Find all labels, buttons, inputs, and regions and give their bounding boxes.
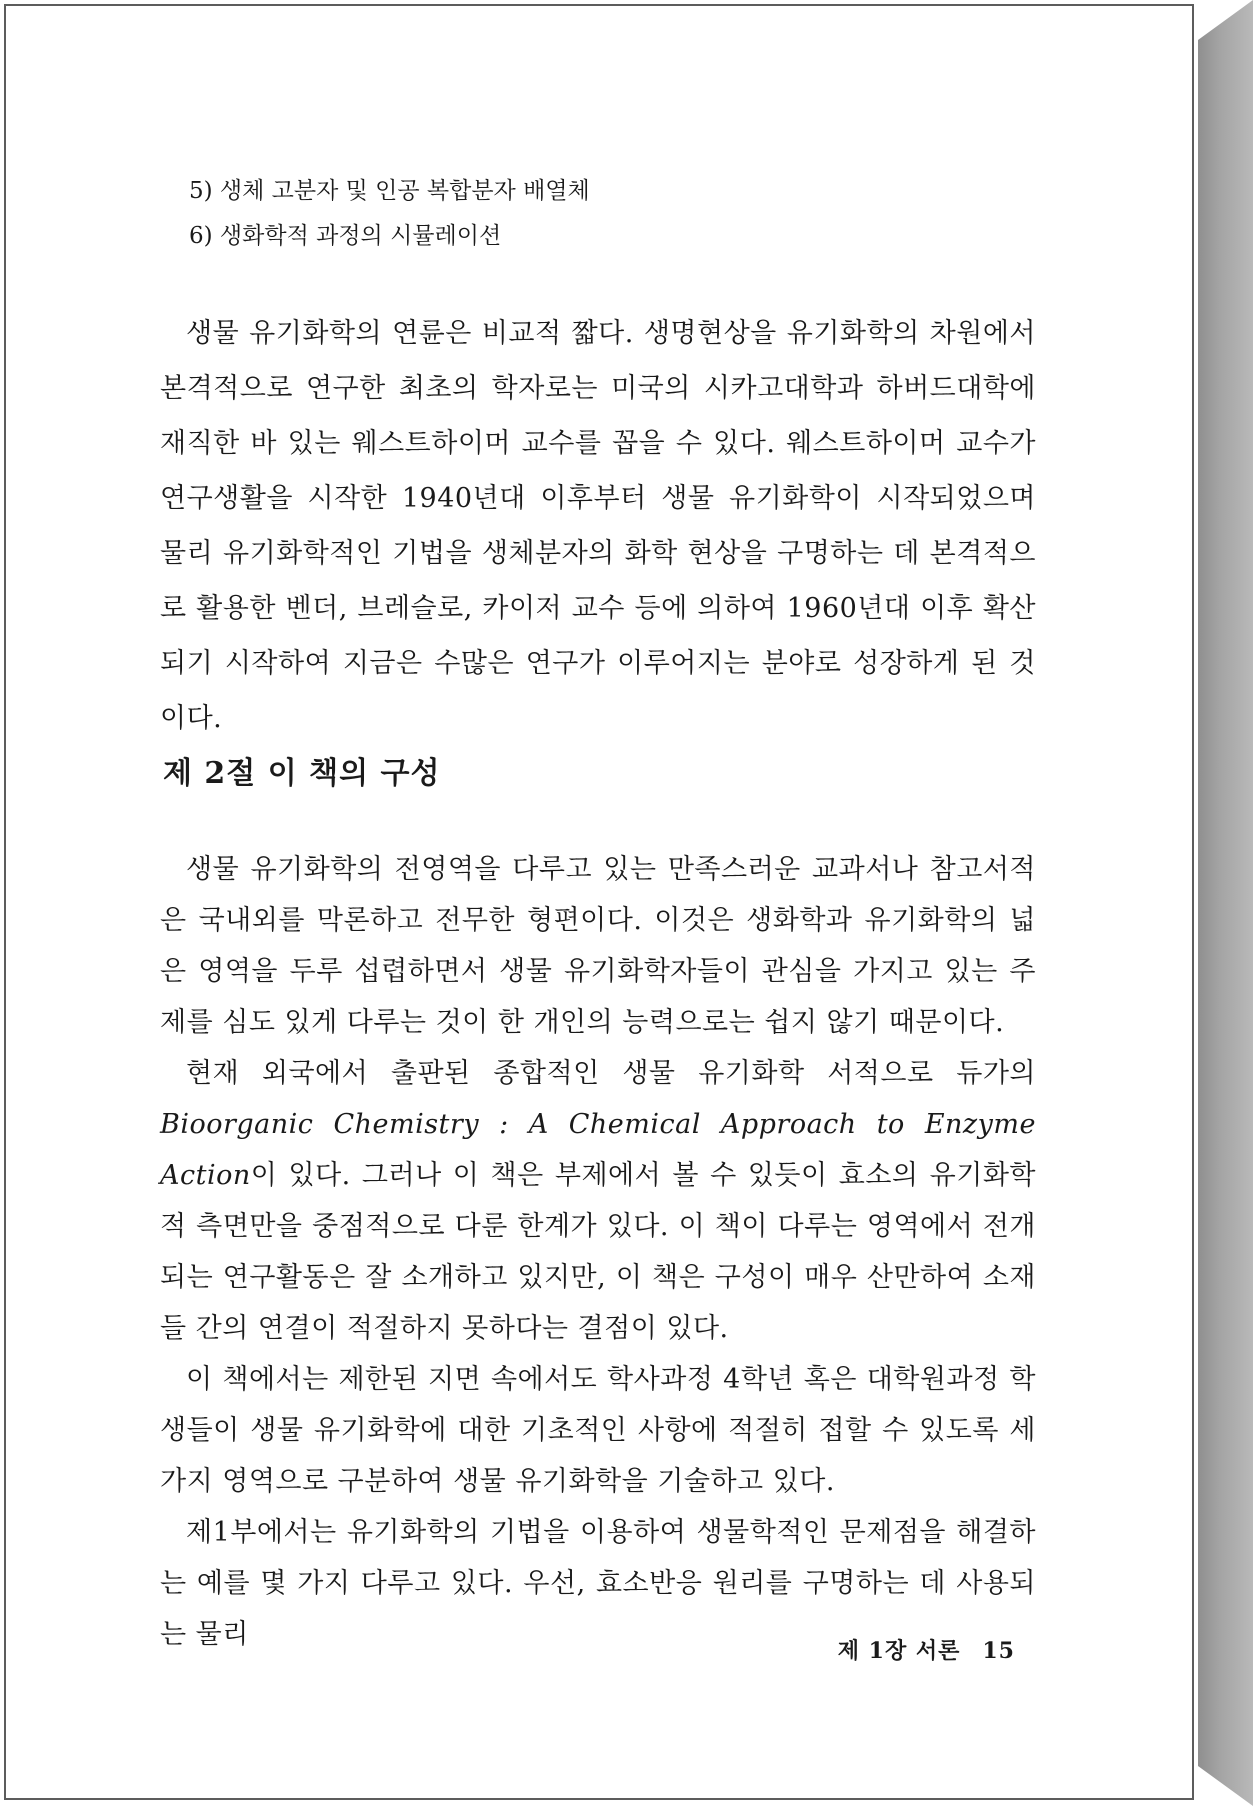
paragraph-text: 이 있다. 그러나 이 책은 부제에서 볼 수 있듯이 효소의 유기화학적 측면만을 중점적으로 다룬 한계가 있다. 이 책이 다루는 영역에서 전개되는 연구활동은 잘 소개하고 있지만, 이 책은 구성이 매우 산만하여 소재들 간의 연결이 적절하지 못하다는 결점이 있다. <box>160 1160 1036 1344</box>
list-item: 5) 생체 고분자 및 인공 복합분자 배열체 <box>189 178 590 204</box>
intro-paragraph-text: 생물 유기화학의 연륜은 비교적 짧다. 생명현상을 유기화학의 차원에서 본격적으로 연구한 최초의 학자로는 미국의 시카고대학과 하버드대학에 재직한 바 있는 웨스트하이머 교수를 꼽을 수 있다. 웨스트하이머 교수가 연구생활을 시작한 1940년대 이후부터 생물 유기화학이 시작되었으며 물리 유기화학적인 기법을 생체분자의 화학 현상을 구명하는 데 본격적으로 활용한 벤더, 브레슬로, 카이저 교수 등에 의하여 1960년대 이후 확산되기 시작하여 지금은 수많은 연구가 이루어지는 분야로 성장하게 된 것이다. <box>160 318 1036 734</box>
book-page <box>4 4 1194 1800</box>
paragraph <box>160 1048 1036 1354</box>
chapter-label: 제 1장 서론 <box>837 1638 961 1664</box>
book-edge-top-corner <box>1198 0 1253 40</box>
book-page-edge <box>1198 0 1253 1806</box>
paragraph <box>160 1354 1036 1507</box>
book-edge-bottom-corner <box>1198 1766 1253 1806</box>
section-heading: 제 2절 이 책의 구성 <box>163 756 441 791</box>
list-item: 6) 생화학적 과정의 시뮬레이션 <box>189 223 502 249</box>
numbered-list <box>189 169 590 259</box>
paragraph-text: 생물 유기화학의 전영역을 다루고 있는 만족스러운 교과서나 참고서적은 국내외를 막론하고 전무한 형편이다. 이것은 생화학과 유기화학의 넓은 영역을 두루 섭렵하면서 생물 유기화학자들이 관심을 가지고 있는 주제를 심도 있게 다루는 것이 한 개인의 능력으로는 쉽지 않기 때문이다. <box>160 854 1036 1038</box>
page-footer <box>838 1634 1015 1665</box>
page-number: 15 <box>982 1638 1015 1664</box>
paragraph-text: 현재 외국에서 출판된 종합적인 생물 유기화학 서적으로 듀가의 <box>186 1058 1036 1089</box>
intro-paragraph <box>160 306 1036 746</box>
paragraph <box>160 844 1036 1048</box>
section-body <box>160 844 1036 1660</box>
book-title: Bioorganic Chemistry : A Chemical Approach to Enzyme Action <box>160 1109 1036 1191</box>
paragraph-text: 제1부에서는 유기화학의 기법을 이용하여 생물학적인 문제점을 해결하는 예를 몇 가지 다루고 있다. 우선, 효소반응 원리를 구명하는 데 사용되는 물리 <box>160 1517 1036 1650</box>
paragraph-text: 이 책에서는 제한된 지면 속에서도 학사과정 4학년 혹은 대학원과정 학생들이 생물 유기화학에 대한 기초적인 사항에 적절히 접할 수 있도록 세 가지 영역으로 구분하여 생물 유기화학을 기술하고 있다. <box>160 1364 1036 1497</box>
